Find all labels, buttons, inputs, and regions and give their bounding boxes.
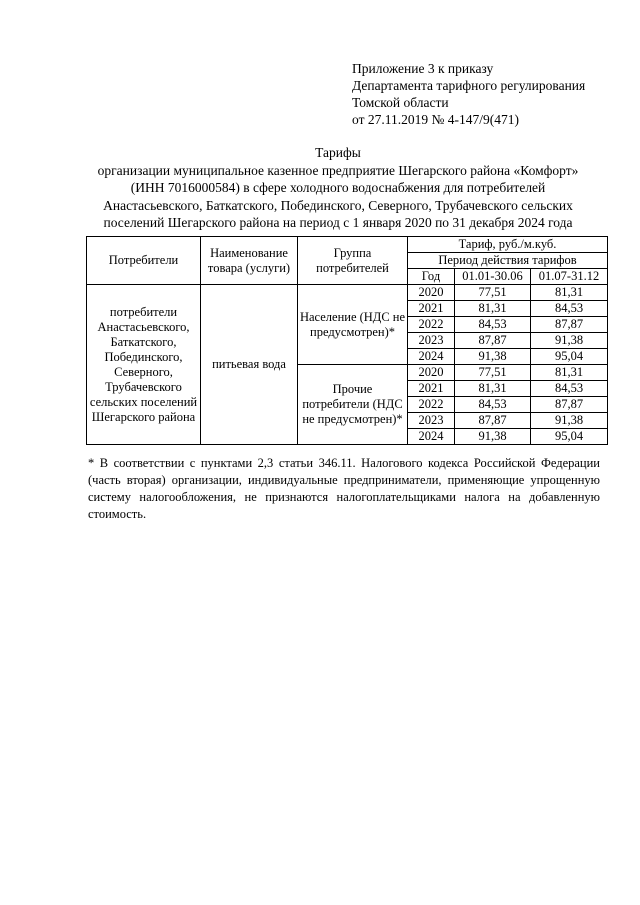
appendix-line: Томской области: [352, 95, 449, 110]
year-cell: 2023: [408, 413, 455, 429]
tariff-h1-cell: 77,51: [455, 285, 531, 301]
tariff-h1-cell: 91,38: [455, 349, 531, 365]
header-half-1: 01.01-30.06: [455, 269, 531, 285]
tariff-h2-cell: 87,87: [531, 397, 608, 413]
footnote: * В соответствии с пунктами 2,3 статьи 346.11. Налогового кодекса Российской Федерации (часть вторая) организации, индивидуальные предприниматели, применяющие упрощенную систему налогообложения, не признаются налогоплательщиками налога на добавленную стоимость.: [88, 456, 600, 521]
tariff-h1-cell: 81,31: [455, 301, 531, 317]
header-product: Наименование товара (услуги): [201, 237, 298, 285]
product-cell: питьевая вода: [201, 285, 298, 445]
tariff-h2-cell: 95,04: [531, 429, 608, 445]
header-period: Период действия тарифов: [408, 253, 608, 269]
header-half-2: 01.07-31.12: [531, 269, 608, 285]
title-line: Анастасьевского, Баткатского, Побединского, Северного, Трубачевского сельских: [103, 197, 573, 213]
tariff-h1-cell: 84,53: [455, 317, 531, 333]
tariff-table: [86, 236, 608, 445]
table-row: [87, 285, 608, 301]
group-cell: Прочие потребители (НДС не предусмотрен)*: [298, 365, 408, 445]
year-cell: 2021: [408, 301, 455, 317]
tariff-h1-cell: 87,87: [455, 333, 531, 349]
tariff-h2-cell: 84,53: [531, 301, 608, 317]
group-cell: Население (НДС не предусмотрен)*: [298, 285, 408, 365]
header-tariff: Тариф, руб./м.куб.: [408, 237, 608, 253]
year-cell: 2022: [408, 317, 455, 333]
year-cell: 2020: [408, 285, 455, 301]
tariff-h2-cell: 87,87: [531, 317, 608, 333]
header-row: [87, 237, 608, 253]
year-cell: 2024: [408, 349, 455, 365]
title-line: организации муниципальное казенное предприятие Шегарского района «Комфорт»: [97, 162, 579, 178]
appendix-line: от 27.11.2019 № 4-147/9(471): [352, 112, 519, 127]
tariff-h2-cell: 81,31: [531, 365, 608, 381]
year-cell: 2024: [408, 429, 455, 445]
title-line: поселений Шегарского района на период с 1 января 2020 по 31 декабря 2024 года: [103, 215, 573, 230]
year-cell: 2021: [408, 381, 455, 397]
document-title: [78, 144, 598, 232]
tariff-h1-cell: 81,31: [455, 381, 531, 397]
tariff-h2-cell: 91,38: [531, 413, 608, 429]
tariff-h1-cell: 84,53: [455, 397, 531, 413]
header-group: Группа потребителей: [298, 237, 408, 285]
tariff-h1-cell: 77,51: [455, 365, 531, 381]
appendix-line: Приложение 3 к приказу: [352, 61, 494, 76]
year-cell: 2023: [408, 333, 455, 349]
year-cell: 2020: [408, 365, 455, 381]
consumers-cell: потребители Анастасьевского, Баткатского, Побединского, Северного, Трубачевского сельских поселений Шегарского района: [87, 285, 201, 445]
tariff-h2-cell: 91,38: [531, 333, 608, 349]
year-cell: 2022: [408, 397, 455, 413]
tariff-h2-cell: 84,53: [531, 381, 608, 397]
tariff-h1-cell: 87,87: [455, 413, 531, 429]
tariff-h2-cell: 95,04: [531, 349, 608, 365]
title-line: Тарифы: [315, 145, 361, 160]
title-line: (ИНН 7016000584) в сфере холодного водоснабжения для потребителей: [130, 180, 546, 195]
tariff-h1-cell: 91,38: [455, 429, 531, 445]
appendix-header: [352, 60, 585, 128]
appendix-line: Департамента тарифного регулирования: [352, 78, 586, 93]
header-consumers: Потребители: [87, 237, 201, 285]
header-year: Год: [408, 269, 455, 285]
tariff-h2-cell: 81,31: [531, 285, 608, 301]
